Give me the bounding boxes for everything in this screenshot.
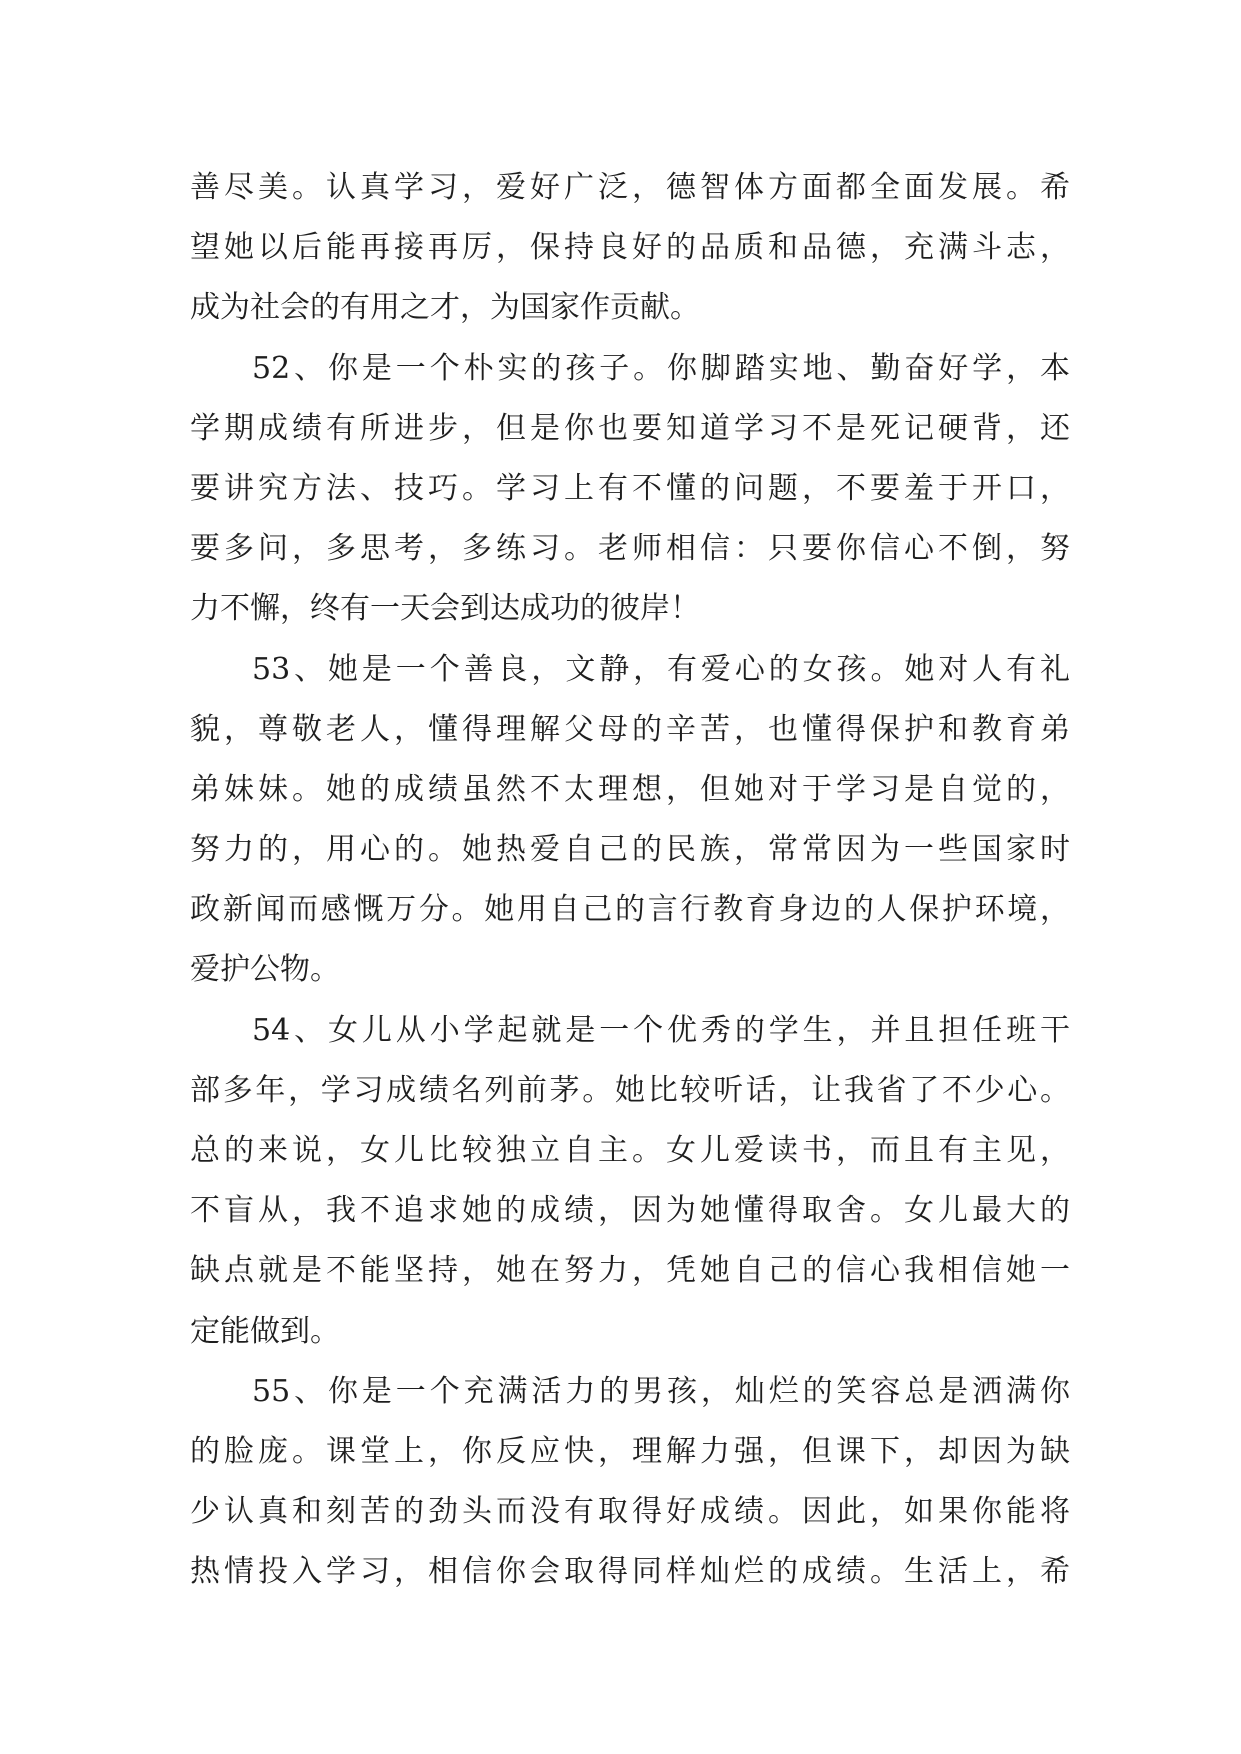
text-line: 54、女儿从小学起就是一个优秀的学生，并且担任班干 xyxy=(252,1012,1070,1048)
text-line: 53、她是一个善良，文静，有爱心的女孩。她对人有礼 xyxy=(252,651,1070,687)
text-line: 弟妹妹。她的成绩虽然不太理想，但她对于学习是自觉的， xyxy=(190,771,1070,807)
text-line: 政新闻而感慨万分。她用自己的言行教育身边的人保护环境， xyxy=(190,892,1070,928)
text-line: 52、你是一个朴实的孩子。你脚踏实地、勤奋好学，本 xyxy=(252,350,1070,386)
text-line: 学期成绩有所进步，但是你也要知道学习不是死记硬背，还 xyxy=(190,410,1070,446)
document-body xyxy=(190,158,1070,1603)
text-line: 总的来说，女儿比较独立自主。女儿爱读书，而且有主见， xyxy=(190,1133,1070,1168)
text-line: 不盲从，我不追求她的成绩，因为她懂得取舍。女儿最大的 xyxy=(190,1193,1070,1229)
text-line: 要讲究方法、技巧。学习上有不懂的问题，不要羞于开口， xyxy=(190,470,1070,506)
text-line: 的脸庞。课堂上，你反应快，理解力强，但课下，却因为缺 xyxy=(190,1433,1070,1469)
text-line: 善尽美。认真学习，爱好广泛，德智体方面都全面发展。希 xyxy=(190,170,1070,205)
text-line: 努力的，用心的。她热爱自己的民族，常常因为一些国家时 xyxy=(190,832,1070,868)
text-line: 力不懈，终有一天会到达成功的彼岸！ xyxy=(190,591,700,627)
text-line: 要多问，多思考，多练习。老师相信：只要你信心不倒，努 xyxy=(190,531,1070,567)
text-line: 热情投入学习，相信你会取得同样灿烂的成绩。生活上，希 xyxy=(190,1554,1070,1590)
text-line: 少认真和刻苦的劲头而没有取得好成绩。因此，如果你能将 xyxy=(190,1494,1070,1530)
paragraph-53 xyxy=(190,640,1070,1001)
paragraph-54 xyxy=(190,1001,1070,1362)
text-line: 定能做到。 xyxy=(190,1313,340,1349)
text-line: 貌，尊敬老人，懂得理解父母的辛苦，也懂得保护和教育弟 xyxy=(190,711,1070,747)
text-line: 55、你是一个充满活力的男孩，灿烂的笑容总是洒满你 xyxy=(252,1373,1070,1409)
paragraph-55 xyxy=(190,1362,1070,1603)
text-line: 成为社会的有用之才，为国家作贡献。 xyxy=(190,290,700,326)
text-line: 部多年，学习成绩名列前茅。她比较听话，让我省了不少心。 xyxy=(190,1072,1070,1108)
text-line: 望她以后能再接再厉，保持良好的品质和品德，充满斗志， xyxy=(190,230,1070,266)
paragraph-continuation xyxy=(190,158,1070,339)
text-line: 缺点就是不能坚持，她在努力，凭她自己的信心我相信她一 xyxy=(190,1253,1070,1289)
text-line: 爱护公物。 xyxy=(190,952,340,988)
paragraph-52 xyxy=(190,339,1070,640)
